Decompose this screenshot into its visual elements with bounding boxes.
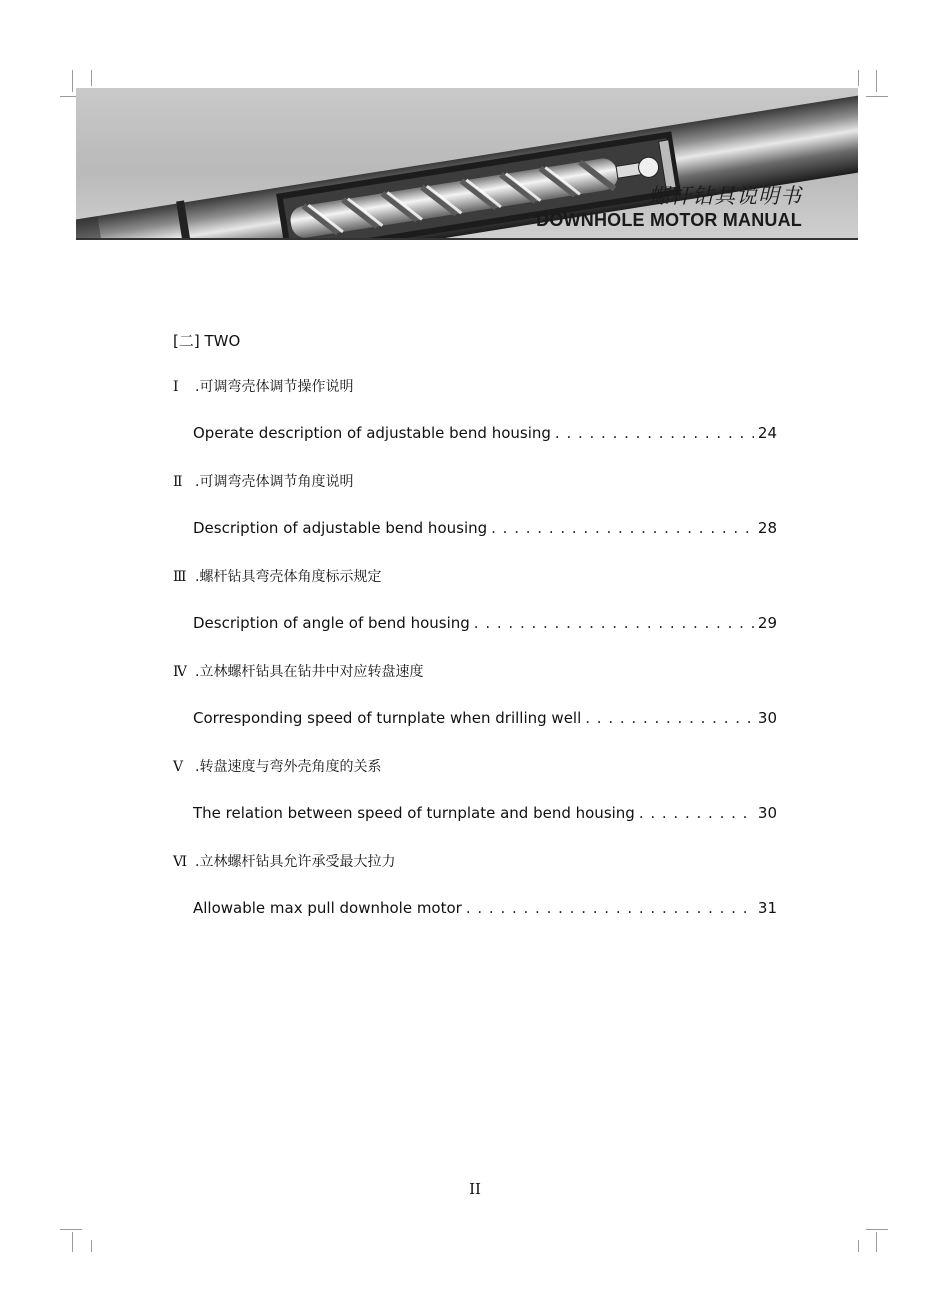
- toc-entry[interactable]: [193, 804, 777, 822]
- toc-section: [173, 756, 783, 822]
- section-title-cn: [173, 376, 783, 398]
- toc-section: [173, 566, 783, 632]
- leader-dots: [491, 519, 754, 537]
- toc-entry-text: Description of angle of bend housing: [193, 614, 470, 632]
- toc-section: [173, 376, 783, 442]
- toc-section: [173, 471, 783, 537]
- section-number: Ⅱ: [173, 474, 183, 490]
- section-title-cn: [173, 566, 783, 588]
- toc-entry[interactable]: [193, 424, 777, 442]
- section-title-cn: [173, 851, 783, 873]
- section-title-cn: [173, 471, 783, 493]
- leader-dots: [466, 899, 754, 917]
- part-heading: [二] TWO: [173, 332, 241, 350]
- toc-entry-text: Description of adjustable bend housing: [193, 519, 488, 537]
- crop-mark: [72, 1232, 73, 1252]
- crop-mark: [876, 1232, 877, 1252]
- section-title-text: .可调弯壳体调节操作说明: [195, 379, 354, 395]
- section-title-text: .立林螺杆钻具允许承受最大拉力: [195, 854, 396, 870]
- toc-entry[interactable]: [193, 614, 777, 632]
- crop-mark: [858, 70, 859, 86]
- toc-page-number: 28: [757, 519, 777, 537]
- toc-entry-text: The relation between speed of turnplate and bend housing: [193, 804, 635, 822]
- crop-mark: [91, 70, 92, 86]
- toc-entry[interactable]: [193, 519, 777, 537]
- header-banner: [76, 88, 858, 240]
- banner-divider: [76, 238, 858, 240]
- toc-section: [173, 661, 783, 727]
- leader-dots: [474, 614, 754, 632]
- toc-page-number: 30: [757, 804, 777, 822]
- leader-dots: [555, 424, 754, 442]
- toc-page-number: 31: [757, 899, 777, 917]
- toc-entry[interactable]: [193, 899, 777, 917]
- toc-page-number: 30: [757, 709, 777, 727]
- crop-mark: [72, 70, 73, 92]
- page-number: II: [469, 1180, 481, 1198]
- manual-title-chinese: 螺杆钻具说明书: [648, 184, 802, 208]
- section-number: Ⅳ: [173, 664, 187, 680]
- section-title-cn: [173, 661, 783, 683]
- section-title-cn: [173, 756, 783, 778]
- crop-mark: [876, 70, 877, 92]
- crop-mark: [60, 1229, 82, 1230]
- crop-mark: [858, 1240, 859, 1252]
- toc-page-number: 24: [757, 424, 777, 442]
- section-title-text: .转盘速度与弯外壳角度的关系: [195, 759, 382, 775]
- section-title-text: .可调弯壳体调节角度说明: [195, 474, 354, 490]
- toc-entry-text: Corresponding speed of turnplate when drilling well: [193, 709, 582, 727]
- section-title-text: .立林螺杆钻具在钻井中对应转盘速度: [195, 664, 424, 680]
- leader-dots: [639, 804, 754, 822]
- toc-page-number: 29: [757, 614, 777, 632]
- crop-mark: [91, 1240, 92, 1252]
- section-number: Ⅰ: [173, 379, 179, 395]
- crop-mark: [866, 1229, 888, 1230]
- section-number: Ⅵ: [173, 854, 188, 870]
- section-number: Ⅲ: [173, 569, 187, 585]
- toc-section: [173, 851, 783, 917]
- toc-entry-text: Allowable max pull downhole motor: [193, 899, 462, 917]
- toc-entry[interactable]: [193, 709, 777, 727]
- section-title-text: .螺杆钻具弯壳体角度标示规定: [195, 569, 382, 585]
- manual-title-english: DOWNHOLE MOTOR MANUAL: [536, 210, 802, 230]
- crop-mark: [866, 96, 888, 97]
- leader-dots: [585, 709, 754, 727]
- section-number: Ⅴ: [173, 759, 184, 775]
- toc-entry-text: Operate description of adjustable bend housing: [193, 424, 551, 442]
